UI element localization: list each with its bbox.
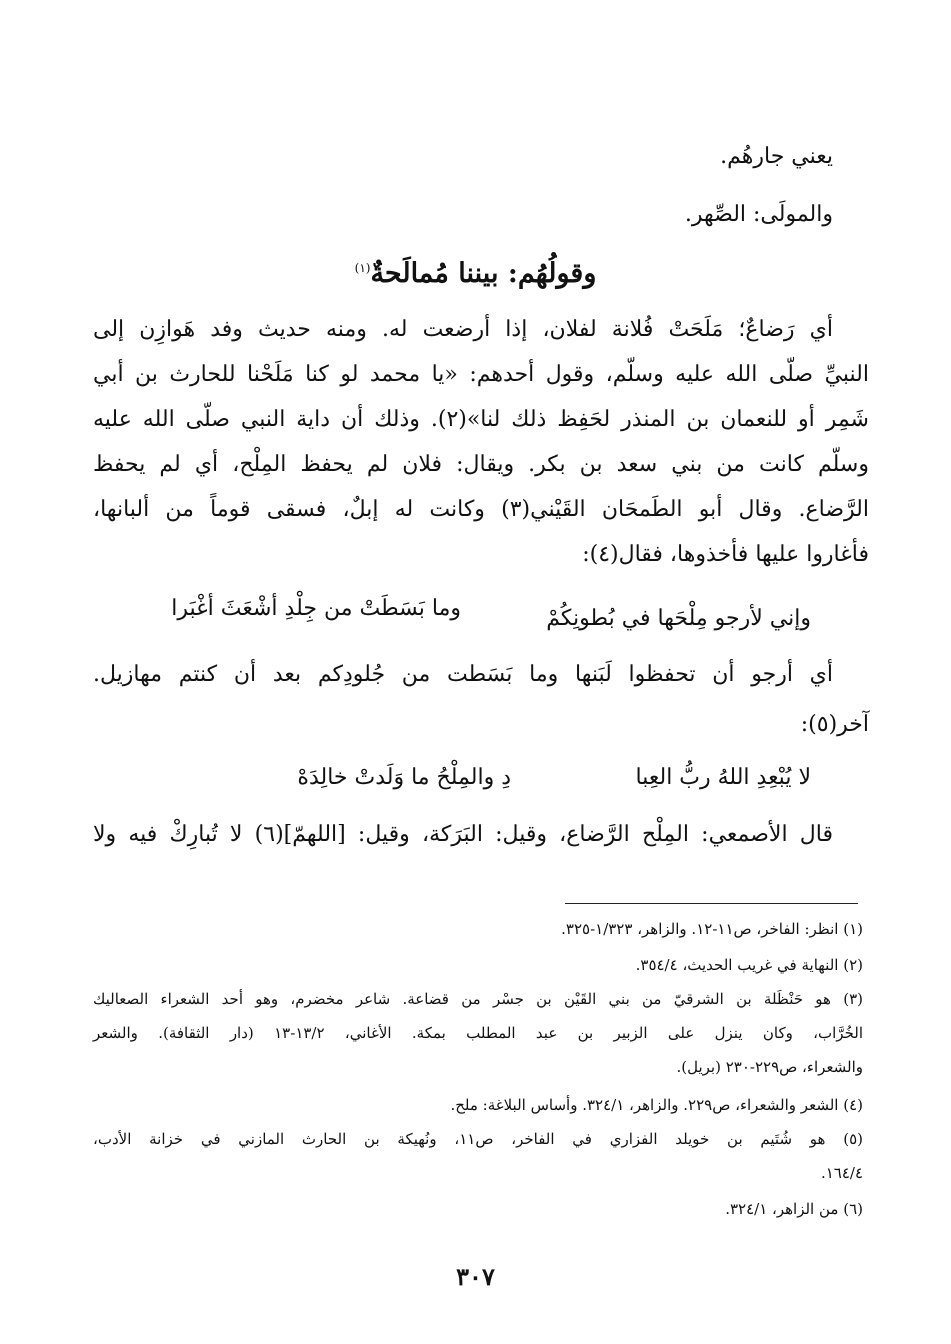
verse-first-hemistich: وإني لأرجو مِلْحَها في بُطونِكُمْ <box>546 606 811 631</box>
footnote: ١٦٤/٤. <box>820 1164 863 1182</box>
heading-text: وقولُهُم: بيننا مُمالَحةٌ <box>370 258 597 289</box>
body-line: يعني جارهُم. <box>720 144 833 169</box>
heading-footnote-ref: (١) <box>354 261 371 275</box>
footnote: (٢) النهاية في غريب الحديث، ٣٥٤/٤. <box>635 956 863 974</box>
footnote: (٥) هو شُتَيم بن خويلد الفزاري في الفاخر، ص١١، ونُهيكة بن الحارث المازني في خزانة الأدب، <box>93 1130 863 1148</box>
verse-second-hemistich: دِ والمِلْحُ ما وَلَدتْ خالِدَهْ <box>297 765 511 790</box>
paragraph-line: الرَّضاع. وقال أبو الطَمحَان القَيْني(٣) وكانت له إبلٌ، فسقى قوماً من ألبانها، <box>93 497 869 522</box>
paragraph-line: شَمِر أو للنعمان بن المنذر لحَفِظ ذلك لنا»(٢). وذلك أن داية النبي صلّى الله عليه <box>93 407 869 432</box>
paragraph-line: النبيِّ صلّى الله عليه وسلّم، وقول أحدهم: «يا محمد لو كنا مَلَحْنا للحارث بن أبي <box>93 362 869 387</box>
footnote: (٤) الشعر والشعراء، ص٢٢٩. والزاهر، ٣٢٤/١. وأساس البلاغة: ملح. <box>450 1096 863 1114</box>
footnote: (٦) من الزاهر، ٣٢٤/١. <box>725 1200 863 1218</box>
paragraph-line: فأغاروا عليها فأخذوها، فقال(٤): <box>582 542 869 567</box>
body-line: والمولَى: الصِّهر. <box>684 202 833 227</box>
verse-second-hemistich: وما بَسَطَتْ من جِلْدِ أشْعَثَ أغْبَرا <box>171 596 461 621</box>
paragraph-line: قال الأصمعي: المِلْح الرَّضاع، وقيل: البَرَكة، وقيل: [اللهمّ](٦) لا تُبارِكْ فيه ولا <box>93 822 833 847</box>
footnote: الخُرَّاب، وكان ينزل على الزبير بن عبد المطلب بمكة. الأغاني، ١٣/٢-١٣ (دار الثقافة). والشعر <box>93 1024 863 1042</box>
paragraph-line: آخر(٥): <box>800 712 869 737</box>
footnote: (١) انظر: الفاخر، ص١١-١٢. والزاهر، ١/٣٢٣-٣٢٥. <box>561 920 863 938</box>
footnote: والشعراء، ص٢٢٩-٢٣٠ (بريل). <box>676 1058 863 1076</box>
section-heading <box>150 248 801 294</box>
verse-first-hemistich: لا يُبْعِدِ اللهُ ربُّ العِبا <box>635 765 811 790</box>
paragraph-line: وسلّم كانت من بني سعد بن بكر. ويقال: فلان لم يحفظ المِلْح، أي لم يحفظ <box>93 452 869 477</box>
footnote: (٣) هو حَنْظَلة بن الشرقيّ من بني القَيْن بن جسْر من قضاعة. شاعر مخضرم، وهو أحد الشعراء الصعاليك <box>93 990 863 1008</box>
page-number: ٣٠٧ <box>456 1262 495 1291</box>
footnote-separator <box>565 903 858 904</box>
paragraph-line: أي رَضاعٌ؛ مَلَحَتْ فُلانة لفلان، إذا أرضعت له. ومنه حديث وفد هَوازِن إلى <box>93 317 833 342</box>
paragraph-line: أي أرجو أن تحفظوا لَبَنها وما بَسَطت من جُلودِكم بعد أن كنتم مهازيل. <box>93 662 833 687</box>
